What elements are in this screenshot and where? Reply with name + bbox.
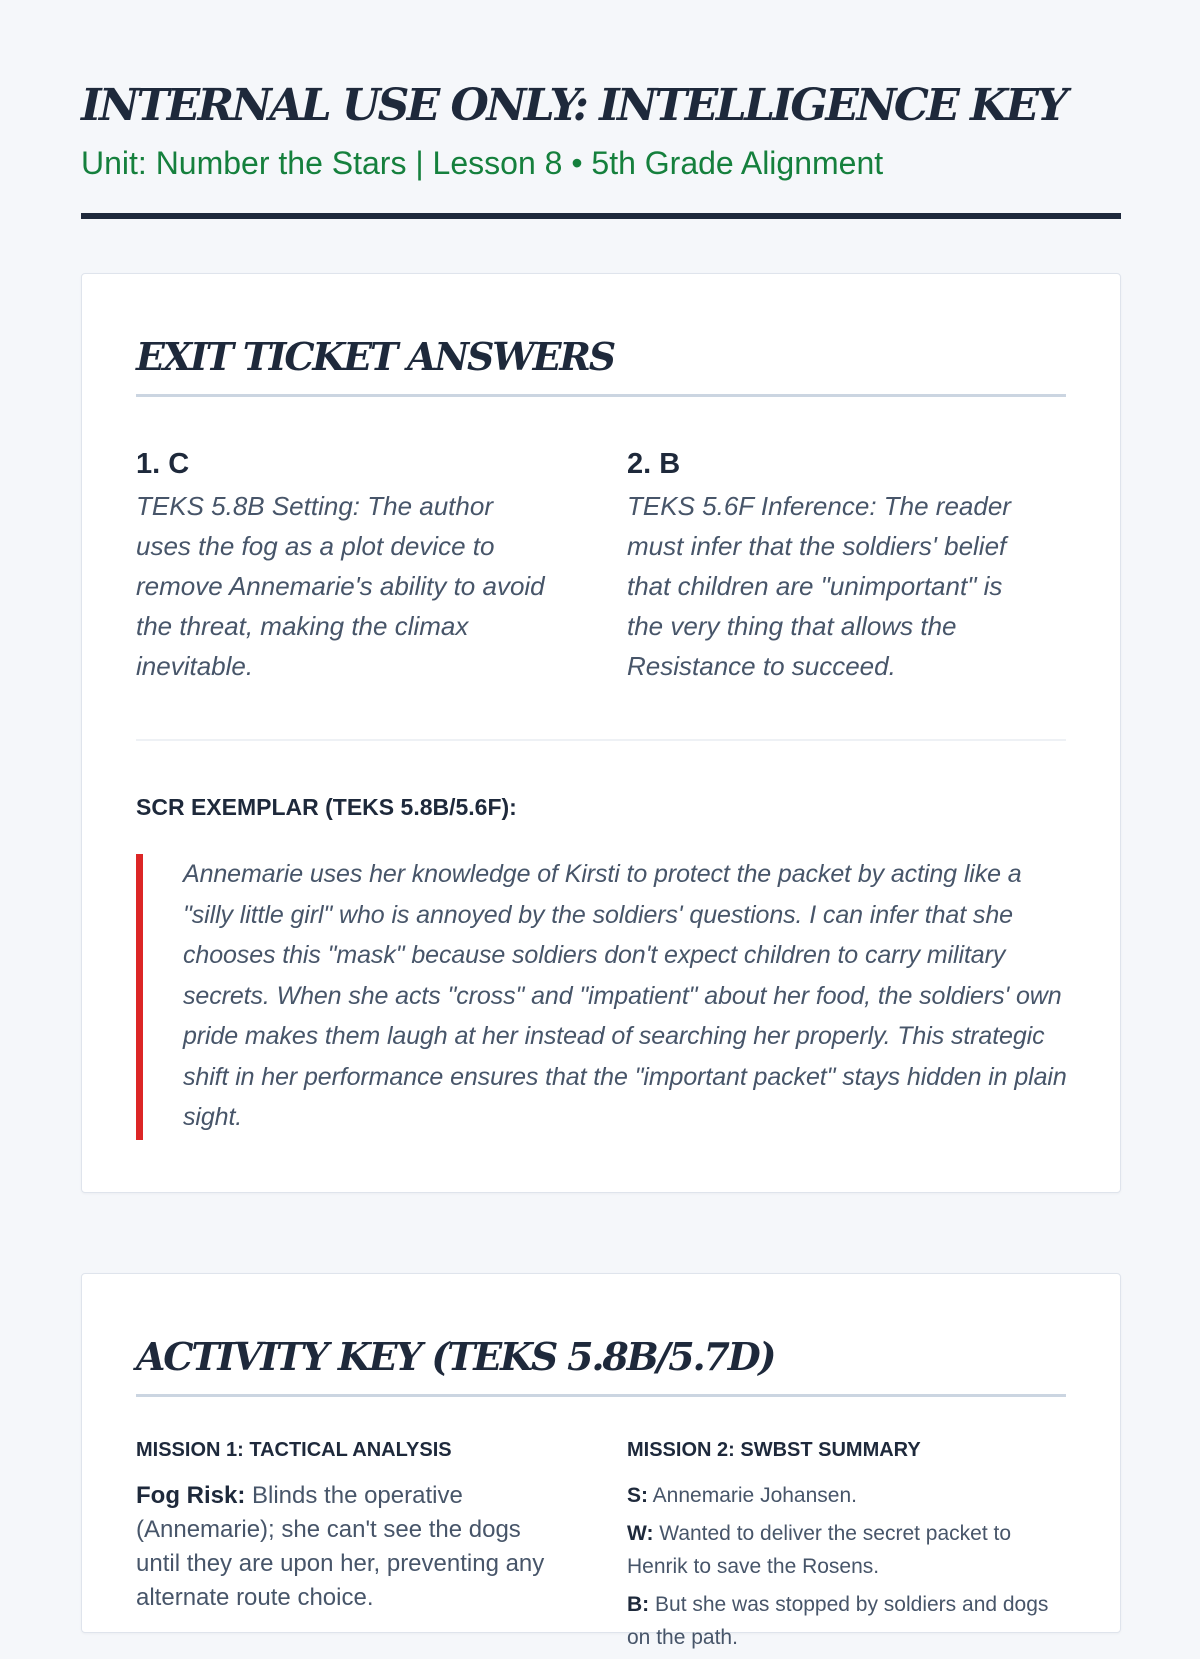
mission-1 xyxy=(136,1439,556,1615)
mission-1-text xyxy=(136,1479,556,1615)
swbst-key: S: xyxy=(627,1484,648,1507)
scr-exemplar-text: Annemarie uses her knowledge of Kirsti to protect the packet by acting like a "silly little girl" who is annoyed by the soldiers' questions. I can infer that she chooses this "mask" because soldiers don't expect children to carry military secrets. When she acts "cross" and "impatient" about her food, the soldiers' own pride makes them laugh at her instead of searching her properly. This strategic shift in her performance ensures that the "important packet" stays hidden in plain sight. xyxy=(183,860,1067,1131)
swbst-but xyxy=(627,1588,1067,1654)
exit-ticket-title: EXIT TICKET ANSWERS xyxy=(136,334,615,379)
answer-explanation: TEKS 5.6F Inference: The reader must infer that the soldiers' belief that children are "unimportant" is the very thing that allows the Resistance to succeed. xyxy=(627,491,1011,681)
swbst-text: Wanted to deliver the secret packet to Henrik to save the Rosens. xyxy=(627,1522,1012,1578)
activity-key-title-rule xyxy=(136,1394,1066,1397)
answer-item xyxy=(136,444,546,686)
activity-key-card xyxy=(81,1273,1121,1649)
fog-risk-text: Blinds the operative (Annemarie); she can't see the dogs until they are upon her, preventing any alternate route choice. xyxy=(136,1482,545,1611)
exit-ticket-title-rule xyxy=(136,394,1066,397)
activity-key-title: ACTIVITY KEY (TEKS 5.8B/5.7D) xyxy=(136,1334,775,1379)
scr-exemplar-label: SCR EXEMPLAR (TEKS 5.8B/5.6F): xyxy=(136,794,517,820)
header-divider xyxy=(81,213,1121,219)
swbst-text: Annemarie Johansen. xyxy=(648,1484,857,1507)
answer-number: 2. B xyxy=(627,448,681,480)
mission-2 xyxy=(627,1439,1067,1659)
page-subtitle: Unit: Number the Stars | Lesson 8 • 5th Grade Alignment xyxy=(81,145,884,181)
exit-ticket-card xyxy=(81,273,1121,1193)
mission-1-label: MISSION 1: TACTICAL ANALYSIS xyxy=(136,1439,452,1461)
swbst-text: But she was stopped by soldiers and dogs on the path. xyxy=(627,1593,1049,1649)
swbst-somebody xyxy=(627,1479,1067,1512)
swbst-wanted xyxy=(627,1517,1067,1583)
answer-number: 1. C xyxy=(136,448,190,480)
answer-explanation: TEKS 5.8B Setting: The author uses the fog as a plot device to remove Annemarie's ability to avoid the threat, making the climax inevitable. xyxy=(136,491,545,681)
page-title: INTERNAL USE ONLY: INTELLIGENCE KEY xyxy=(81,80,1066,131)
swbst-key: B: xyxy=(627,1593,650,1616)
swbst-key: W: xyxy=(627,1522,654,1545)
mission-2-label: MISSION 2: SWBST SUMMARY xyxy=(627,1439,921,1461)
fog-risk-key: Fog Risk: xyxy=(136,1482,246,1509)
answer-item xyxy=(627,444,1037,686)
scr-exemplar-quote xyxy=(136,854,1076,1140)
section-divider xyxy=(136,739,1066,741)
